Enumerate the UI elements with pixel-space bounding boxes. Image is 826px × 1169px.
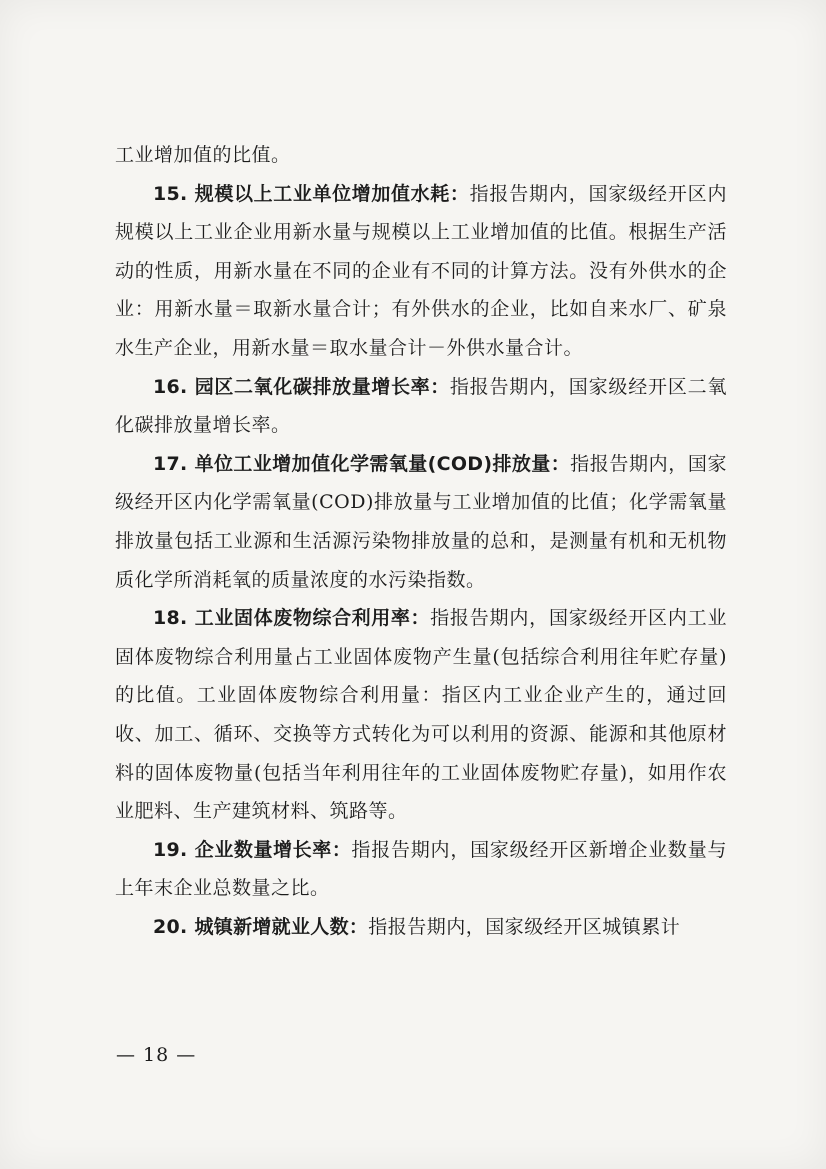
paragraph-text: 指报告期内，国家级经开区内规模以上工业企业用新水量与规模以上工业增加值的比值。根据生产活动的性质，用新水量在不同的企业有不同的计算方法。没有外供水的企业：用新水量＝取新水量合计；有外供水的企业，比如自来水厂、矿泉水生产企业，用新水量＝取水量合计－外供水量合计。	[115, 182, 727, 359]
paragraph-text: 指报告期内，国家级经开区内工业固体废物综合利用量占工业固体废物产生量(包括综合利用往年贮存量)的比值。工业固体废物综合利用量：指区内工业企业产生的，通过回收、加工、循环、交换等方式转化为可以利用的资源、能源和其他原材料的固体废物量(包括当年利用往年的工业固体废物贮存量)，如用作农业肥料、生产建筑材料、筑路等。	[115, 607, 727, 823]
paragraph-text: 指报告期内，国家级经开区新增企业数量与上年末企业总数量之比。	[115, 838, 727, 900]
paragraph-item-20	[115, 908, 727, 947]
paragraph-item-18	[115, 599, 727, 831]
paragraph-item-19	[115, 831, 727, 908]
paragraph-text: 工业增加值的比值。	[115, 144, 291, 166]
item-heading: 15. 规模以上工业单位增加值水耗：	[153, 182, 470, 205]
item-heading: 18. 工业固体废物综合利用率：	[153, 607, 431, 630]
paragraph-item-16	[115, 368, 727, 445]
paragraph-14-continued	[115, 136, 727, 175]
paragraph-text: 指报告期内，国家级经开区二氧化碳排放量增长率。	[115, 375, 727, 437]
paragraph-item-15	[115, 175, 727, 368]
paragraph-text: 指报告期内，国家级经开区内化学需氧量(COD)排放量与工业增加值的比值；化学需氧量排放量包括工业源和生活源污染物排放量的总和，是测量有机和无机物质化学所消耗氧的质量浓度的水污染指数。	[115, 452, 727, 591]
paragraph-text: 指报告期内，国家级经开区城镇累计	[368, 915, 681, 938]
item-heading: 19. 企业数量增长率：	[153, 838, 352, 861]
paragraph-item-17	[115, 445, 727, 599]
page-number: — 18 —	[116, 1044, 197, 1066]
item-heading: 20. 城镇新增就业人数：	[153, 915, 369, 938]
document-body	[115, 136, 727, 946]
item-heading: 16. 园区二氧化碳排放量增长率：	[153, 375, 450, 398]
item-heading: 17. 单位工业增加值化学需氧量(COD)排放量：	[153, 452, 571, 475]
